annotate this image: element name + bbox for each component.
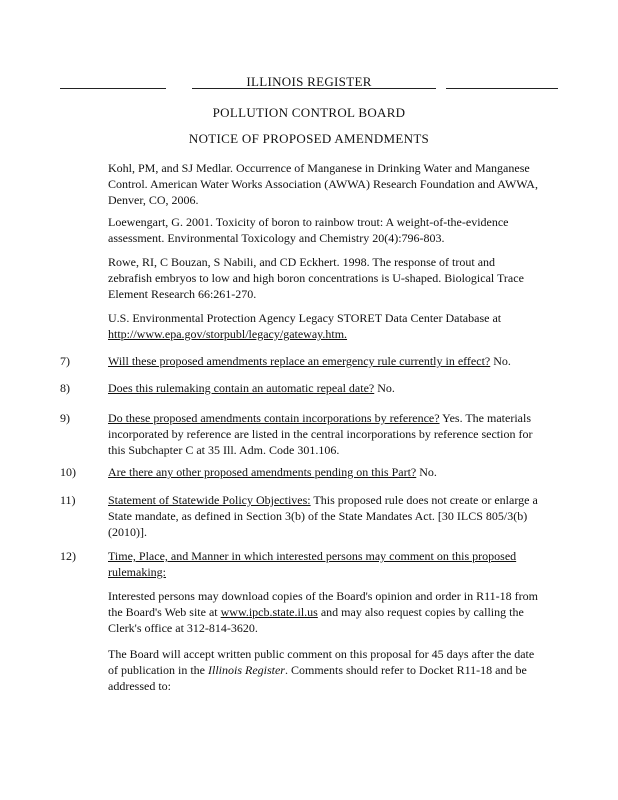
comment-paragraph-before: The Board will accept written public comment on this proposal for 45 days after the date of publication in the <box>108 647 535 677</box>
item-12-question: Time, Place, and Manner in which interested persons may comment on this proposed rulemaking: <box>108 549 517 579</box>
item-9-answer: Yes. The materials incorporated by reference are listed in the central incorporations by reference section for this Subchapter C at 35 Ill. Adm. Code 301.106. <box>108 411 533 457</box>
comment-paragraph <box>108 646 544 694</box>
reference-loewengart: Loewengart, G. 2001. Toxicity of boron to rainbow trout: A weight-of-the-evidence assessment. Environmental Toxicology and Chemistry 20(4):796-803. <box>108 215 509 245</box>
storet-link[interactable]: http://www.epa.gov/storpubl/legacy/gateway.htm. <box>108 327 348 341</box>
reference-kohl: Kohl, PM, and SJ Medlar. Occurrence of Manganese in Drinking Water and Manganese Control. American Water Works Association (AWWA) Research Foundation and AWWA, Denver, CO, 2006. <box>108 161 538 207</box>
item-11-answer: This proposed rule does not create or enlarge a State mandate, as defined in Section 3(b) of the State Mandates Act. [30 ILCS 805/3(b) (2010)]. <box>108 493 538 539</box>
item-10-answer: No. <box>416 465 437 479</box>
item-12-number: 12) <box>60 549 76 563</box>
item-10-number: 10) <box>60 465 76 479</box>
item-7 <box>108 353 544 369</box>
item-8 <box>108 380 544 396</box>
item-11 <box>108 492 544 540</box>
item-10 <box>108 464 544 480</box>
reference-usepa <box>108 310 538 342</box>
download-paragraph-before: Interested persons may download copies of the Board's opinion and order in R11-18 from the Board's Web site at <box>108 589 538 619</box>
download-paragraph-after: and may also request copies by calling the Clerk's office at 312-814-3620. <box>108 605 524 635</box>
item-7-question: Will these proposed amendments replace an emergency rule currently in effect? <box>108 354 491 368</box>
item-11-number: 11) <box>60 493 76 507</box>
item-8-question: Does this rulemaking contain an automatic repeal date? <box>108 381 375 395</box>
illinois-register-italic: Illinois Register <box>207 663 285 677</box>
item-12 <box>108 548 544 580</box>
ipcb-website-link[interactable]: www.ipcb.state.il.us <box>220 605 318 619</box>
reference-rowe: Rowe, RI, C Bouzan, S Nabili, and CD Eckhert. 1998. The response of trout and zebrafish embryos to low and high boron concentrations is U-shaped. Biological Trace Element Research 66:261-270. <box>108 255 524 301</box>
item-7-number: 7) <box>60 354 70 368</box>
board-title: POLLUTION CONTROL BOARD <box>212 105 406 120</box>
item-8-answer: No. <box>374 381 395 395</box>
item-9 <box>108 410 544 458</box>
item-10-question: Are there any other proposed amendments pending on this Part? <box>108 465 417 479</box>
item-7-answer: No. <box>490 354 511 368</box>
header-rule-right <box>446 88 558 89</box>
register-title: ILLINOIS REGISTER <box>246 74 372 89</box>
item-11-question: Statement of Statewide Policy Objectives: <box>108 493 311 507</box>
item-8-number: 8) <box>60 381 70 395</box>
reference-usepa-text: U.S. Environmental Protection Agency Legacy STORET Data Center Database at <box>108 311 502 325</box>
comment-paragraph-after: . Comments should refer to Docket R11-18 and be addressed to: <box>108 663 527 693</box>
item-9-question: Do these proposed amendments contain incorporations by reference? <box>108 411 440 425</box>
header-rule-center <box>192 88 436 89</box>
download-paragraph <box>108 588 544 636</box>
item-9-number: 9) <box>60 411 70 425</box>
notice-title: NOTICE OF PROPOSED AMENDMENTS <box>188 131 430 146</box>
